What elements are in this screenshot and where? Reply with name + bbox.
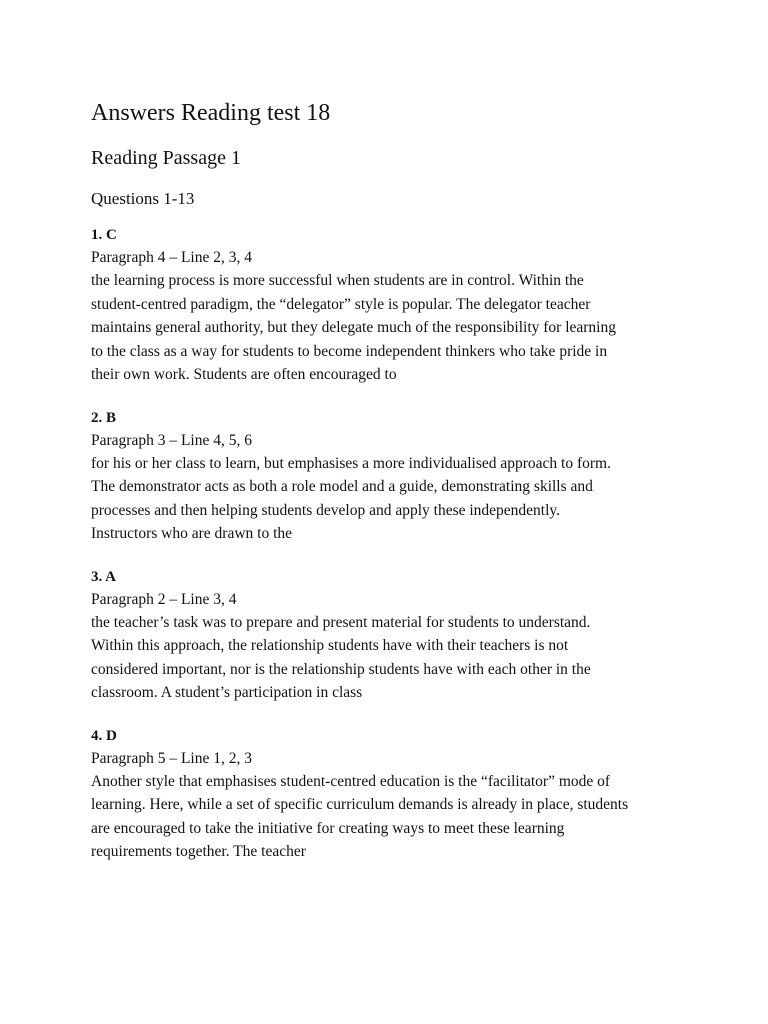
passage-heading: Reading Passage 1 [91,147,241,169]
answer-label: 4. D [91,727,117,744]
excerpt-line: The demonstrator acts as both a role model and a guide, demonstrating skills and [91,478,593,495]
answer-reference: Paragraph 5 – Line 1, 2, 3 [91,749,252,767]
excerpt-line: student-centred paradigm, the “delegator” style is popular. The delegator teacher [91,295,591,313]
answer-3 [91,566,691,705]
passage-excerpt [91,770,691,864]
excerpt-line: considered important, nor is the relationship students have with each other in the [91,660,591,678]
excerpt-line: Instructors who are drawn to the [91,525,293,542]
excerpt-line: Within this approach, the relationship students have with their teachers is not [91,637,569,654]
excerpt-line: for his or her class to learn, but emphasises a more individualised approach to form. [91,454,611,472]
answer-reference: Paragraph 2 – Line 3, 4 [91,590,237,608]
excerpt-line: are encouraged to take the initiative for creating ways to meet these learning [91,819,565,837]
answer-2 [91,407,691,546]
excerpt-line: processes and then helping students develop and apply these independently. [91,501,561,519]
excerpt-line: learning. Here, while a set of specific curriculum demands is already in place, students [91,796,629,813]
answer-label: 3. A [91,568,117,585]
answer-4 [91,725,691,864]
answer-reference: Paragraph 3 – Line 4, 5, 6 [91,431,252,449]
excerpt-line: to the class as a way for students to become independent thinkers who take pride in [91,342,608,360]
answer-reference: Paragraph 4 – Line 2, 3, 4 [91,249,252,266]
passage-excerpt [91,611,691,705]
excerpt-line: Another style that emphasises student-centred education is the “facilitator” mode of [91,772,611,790]
questions-heading: Questions 1-13 [91,189,195,208]
excerpt-line: their own work. Students are often encouraged to [91,366,397,383]
excerpt-line: classroom. A student’s participation in class [91,684,363,701]
excerpt-line: the learning process is more successful when students are in control. Within the [91,272,584,289]
answer-label: 2. B [91,409,117,426]
passage-excerpt [91,269,691,387]
answer-1 [91,224,691,387]
answer-label: 1. C [91,227,117,243]
document-title: Answers Reading test 18 [91,100,331,126]
excerpt-line: maintains general authority, but they delegate much of the responsibility for learning [91,319,616,336]
excerpt-line: requirements together. The teacher [91,843,306,860]
passage-excerpt [91,452,691,546]
document-page [91,98,691,884]
excerpt-line: the teacher’s task was to prepare and present material for students to understand. [91,613,591,631]
